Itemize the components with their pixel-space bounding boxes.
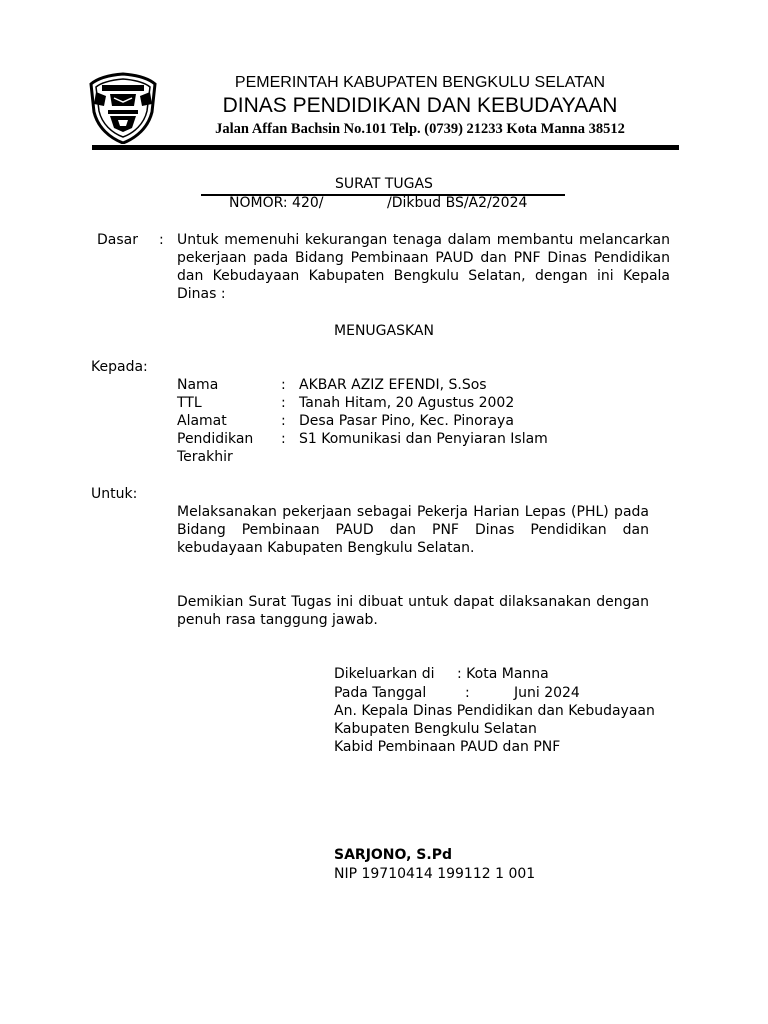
ttl-label: TTL xyxy=(177,395,202,411)
issued-date-label: Pada Tanggal xyxy=(334,685,427,701)
nama-value: AKBAR AZIZ EFENDI, S.Sos xyxy=(299,377,487,393)
pendidikan-colon: : xyxy=(281,431,286,447)
letterhead-government: PEMERINTAH KABUPATEN BENGKULU SELATAN xyxy=(234,74,606,91)
kepada-label: Kepada: xyxy=(91,359,148,375)
letterhead-agency: DINAS PENDIDIKAN DAN KEBUDAYAAN xyxy=(222,94,618,117)
dasar-text: Untuk memenuhi kekurangan tenaga dalam membantu melancarkan pekerjaan pada Bidang Pembinaan PAUD dan PNF Dinas Pendidikan dan Kebudayaan Kabupaten Bengkulu Selatan, dengan ini Kepala Dinas : xyxy=(177,232,670,302)
issued-place-label: Dikeluarkan di xyxy=(334,666,435,682)
dasar-colon: : xyxy=(159,232,164,248)
alamat-label: Alamat xyxy=(177,413,227,429)
issued-date-colon: : xyxy=(465,685,470,701)
dasar-label: Dasar xyxy=(97,232,138,248)
letter-number-prefix: NOMOR: 420/ xyxy=(229,195,324,211)
letter-number-suffix: /Dikbud BS/A2/2024 xyxy=(387,195,528,211)
alamat-value: Desa Pasar Pino, Kec. Pinoraya xyxy=(299,413,514,429)
untuk-text: Melaksanakan pekerjaan sebagai Pekerja Harian Lepas (PHL) pada Bidang Pembinaan PAUD dan PNF Dinas Pendidikan dan kebudayaan Kabupaten Bengkulu Selatan. xyxy=(177,504,649,556)
letterhead-address: Jalan Affan Bachsin No.101 Telp. (0739) 21233 Kota Manna 38512 xyxy=(215,121,625,137)
closing-text: Demikian Surat Tugas ini dibuat untuk dapat dilaksanakan dengan penuh rasa tanggung jawab. xyxy=(177,594,649,628)
signatory-title-3: Kabid Pembinaan PAUD dan PNF xyxy=(334,739,561,755)
pendidikan-label: Pendidikan Terakhir xyxy=(177,431,254,465)
ttl-colon: : xyxy=(281,395,286,411)
nama-label: Nama xyxy=(177,377,219,393)
issued-place-value: : Kota Manna xyxy=(457,666,549,682)
nama-colon: : xyxy=(281,377,286,393)
signatory-title-1: An. Kepala Dinas Pendidikan dan Kebudayaan xyxy=(334,703,655,719)
pendidikan-value: S1 Komunikasi dan Penyiaran Islam xyxy=(299,431,548,447)
issued-date-value: Juni 2024 xyxy=(514,685,580,701)
document-title: SURAT TUGAS xyxy=(335,176,433,192)
signatory-nip: NIP 19710414 199112 1 001 xyxy=(334,866,536,882)
untuk-label: Untuk: xyxy=(91,486,138,502)
signatory-name: SARJONO, S.Pd xyxy=(334,847,452,863)
menugaskan-heading: MENUGASKAN xyxy=(334,323,434,339)
regency-emblem-logo xyxy=(88,72,158,144)
letterhead-divider xyxy=(92,145,679,150)
signatory-title-2: Kabupaten Bengkulu Selatan xyxy=(334,721,537,737)
ttl-value: Tanah Hitam, 20 Agustus 2002 xyxy=(299,395,515,411)
alamat-colon: : xyxy=(281,413,286,429)
